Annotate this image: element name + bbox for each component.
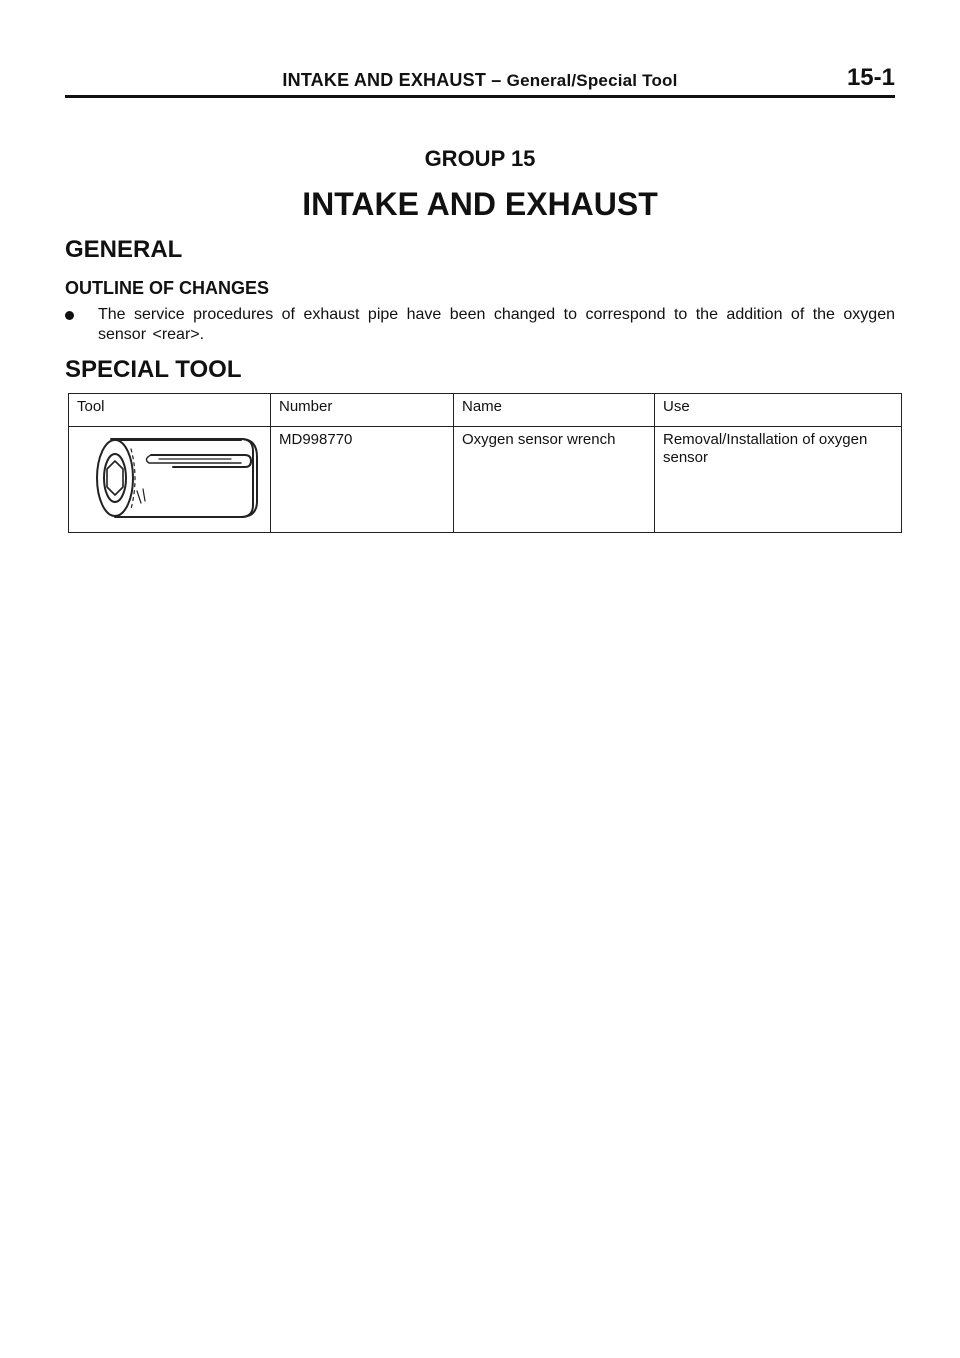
- oxygen-sensor-wrench-icon: [81, 431, 261, 521]
- outline-bullet-item: [65, 305, 895, 345]
- tool-name-cell: Oxygen sensor wrench: [454, 427, 655, 533]
- column-header-tool: Tool: [69, 394, 271, 427]
- running-header: [65, 58, 895, 98]
- column-header-number: Number: [271, 394, 454, 427]
- table-row: [69, 427, 902, 533]
- special-tool-heading: SPECIAL TOOL: [65, 356, 242, 383]
- table-header-row: [69, 394, 902, 427]
- general-heading: GENERAL: [65, 236, 183, 263]
- running-title-separator: –: [491, 70, 502, 90]
- outline-heading: OUTLINE OF CHANGES: [65, 278, 270, 298]
- bullet-dot-icon: [65, 311, 74, 320]
- running-title-main: INTAKE AND EXHAUST: [282, 70, 487, 90]
- outline-bullet-text: The service procedures of exhaust pipe have been changed to correspond to the addition of the oxygen sensor <rear>.: [98, 306, 895, 343]
- tool-number-cell: MD998770: [271, 427, 454, 533]
- page-number: 15-1: [846, 64, 895, 91]
- group-title: INTAKE AND EXHAUST: [302, 186, 658, 222]
- tool-illustration-cell: [69, 427, 271, 533]
- column-header-name: Name: [454, 394, 655, 427]
- running-title: [65, 70, 895, 91]
- column-header-use: Use: [655, 394, 902, 427]
- running-title-sub: General/Special Tool: [506, 71, 678, 90]
- group-label: GROUP 15: [424, 146, 536, 171]
- special-tool-table: [68, 393, 902, 533]
- tool-use-cell: Removal/Installation of oxygen sensor: [655, 427, 902, 533]
